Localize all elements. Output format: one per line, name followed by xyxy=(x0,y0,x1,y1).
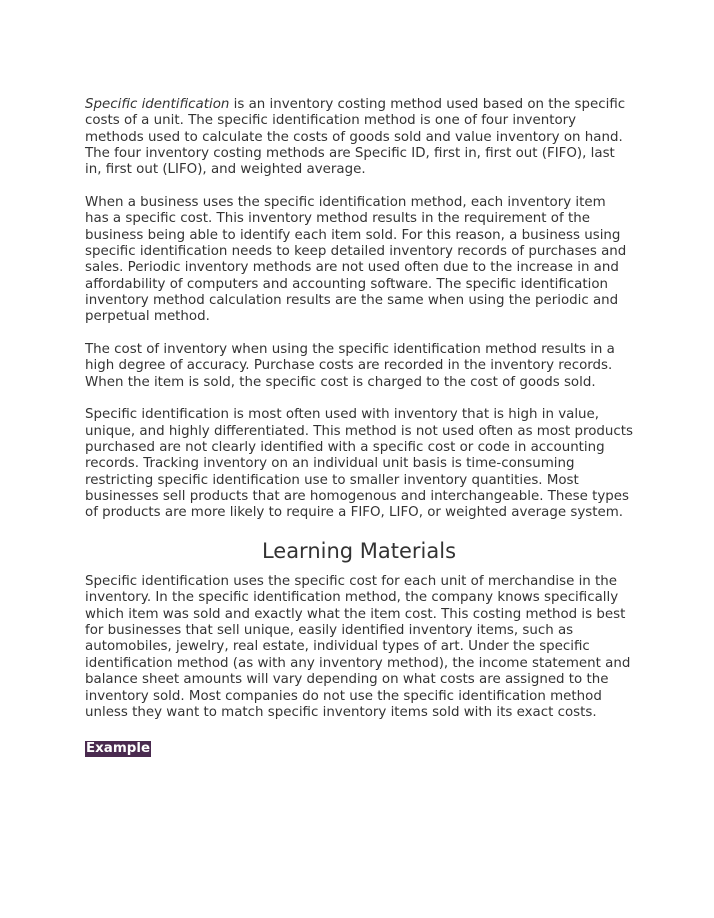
body-paragraph-3: Specific identification is most often used with inventory that is high in value, unique, and highly differentiated. This method is not used often as most products purchased are not clearly identified with a specific cost or code in accounting records. Tracking inventory on an individual unit basis is time-consuming restricting specific identification use to smaller inventory quantities. Most businesses sell products that are homogenous and interchangeable. These types of products are more likely to require a FIFO, LIFO, or weighted average system. xyxy=(85,407,634,521)
example-label: Example xyxy=(86,741,151,757)
body-paragraph-1: When a business uses the specific identification method, each inventory item has a specific cost. This inventory method results in the requirement of the business being able to identify each item sold. For this reason, a business using specific identification needs to keep detailed inventory records of purchases and sales. Periodic inventory methods are not used often due to the increase in and affordability of computers and accounting software. The specific identification inventory method calculation results are the same when using the periodic and perpetual method. xyxy=(85,195,627,325)
intro-text: is an inventory costing method used based on the specific costs of a unit. The specific identification method is one of four inventory methods used to calculate the costs of goods sold and value inventory on hand. The four inventory costing methods are Specific ID, first in, first out (FIFO), last in, first out (LIFO), and weighted average. xyxy=(85,97,626,178)
body-paragraph-2: The cost of inventory when using the specific identification method results in a high degree of accuracy. Purchase costs are recorded in the inventory records. When the item is sold, the specific cost is charged to the cost of goods sold. xyxy=(85,342,615,390)
document-page xyxy=(85,97,633,757)
intro-term: Specific identification xyxy=(85,97,230,112)
intro-paragraph xyxy=(85,97,633,179)
learning-materials-heading: Learning Materials xyxy=(261,539,457,564)
learning-paragraph: Specific identification uses the specific cost for each unit of merchandise in the inventory. In the specific identification method, the company knows specifically which item was sold and exactly what the item cost. This costing method is best for businesses that sell unique, easily identified inventory items, such as automobiles, jewelry, real estate, individual types of art. Under the specific identification method (as with any inventory method), the income statement and balance sheet amounts will vary depending on what costs are assigned to the inventory sold. Most companies do not use the specific identification method unless they want to match specific inventory items sold with its exact costs. xyxy=(85,574,631,720)
